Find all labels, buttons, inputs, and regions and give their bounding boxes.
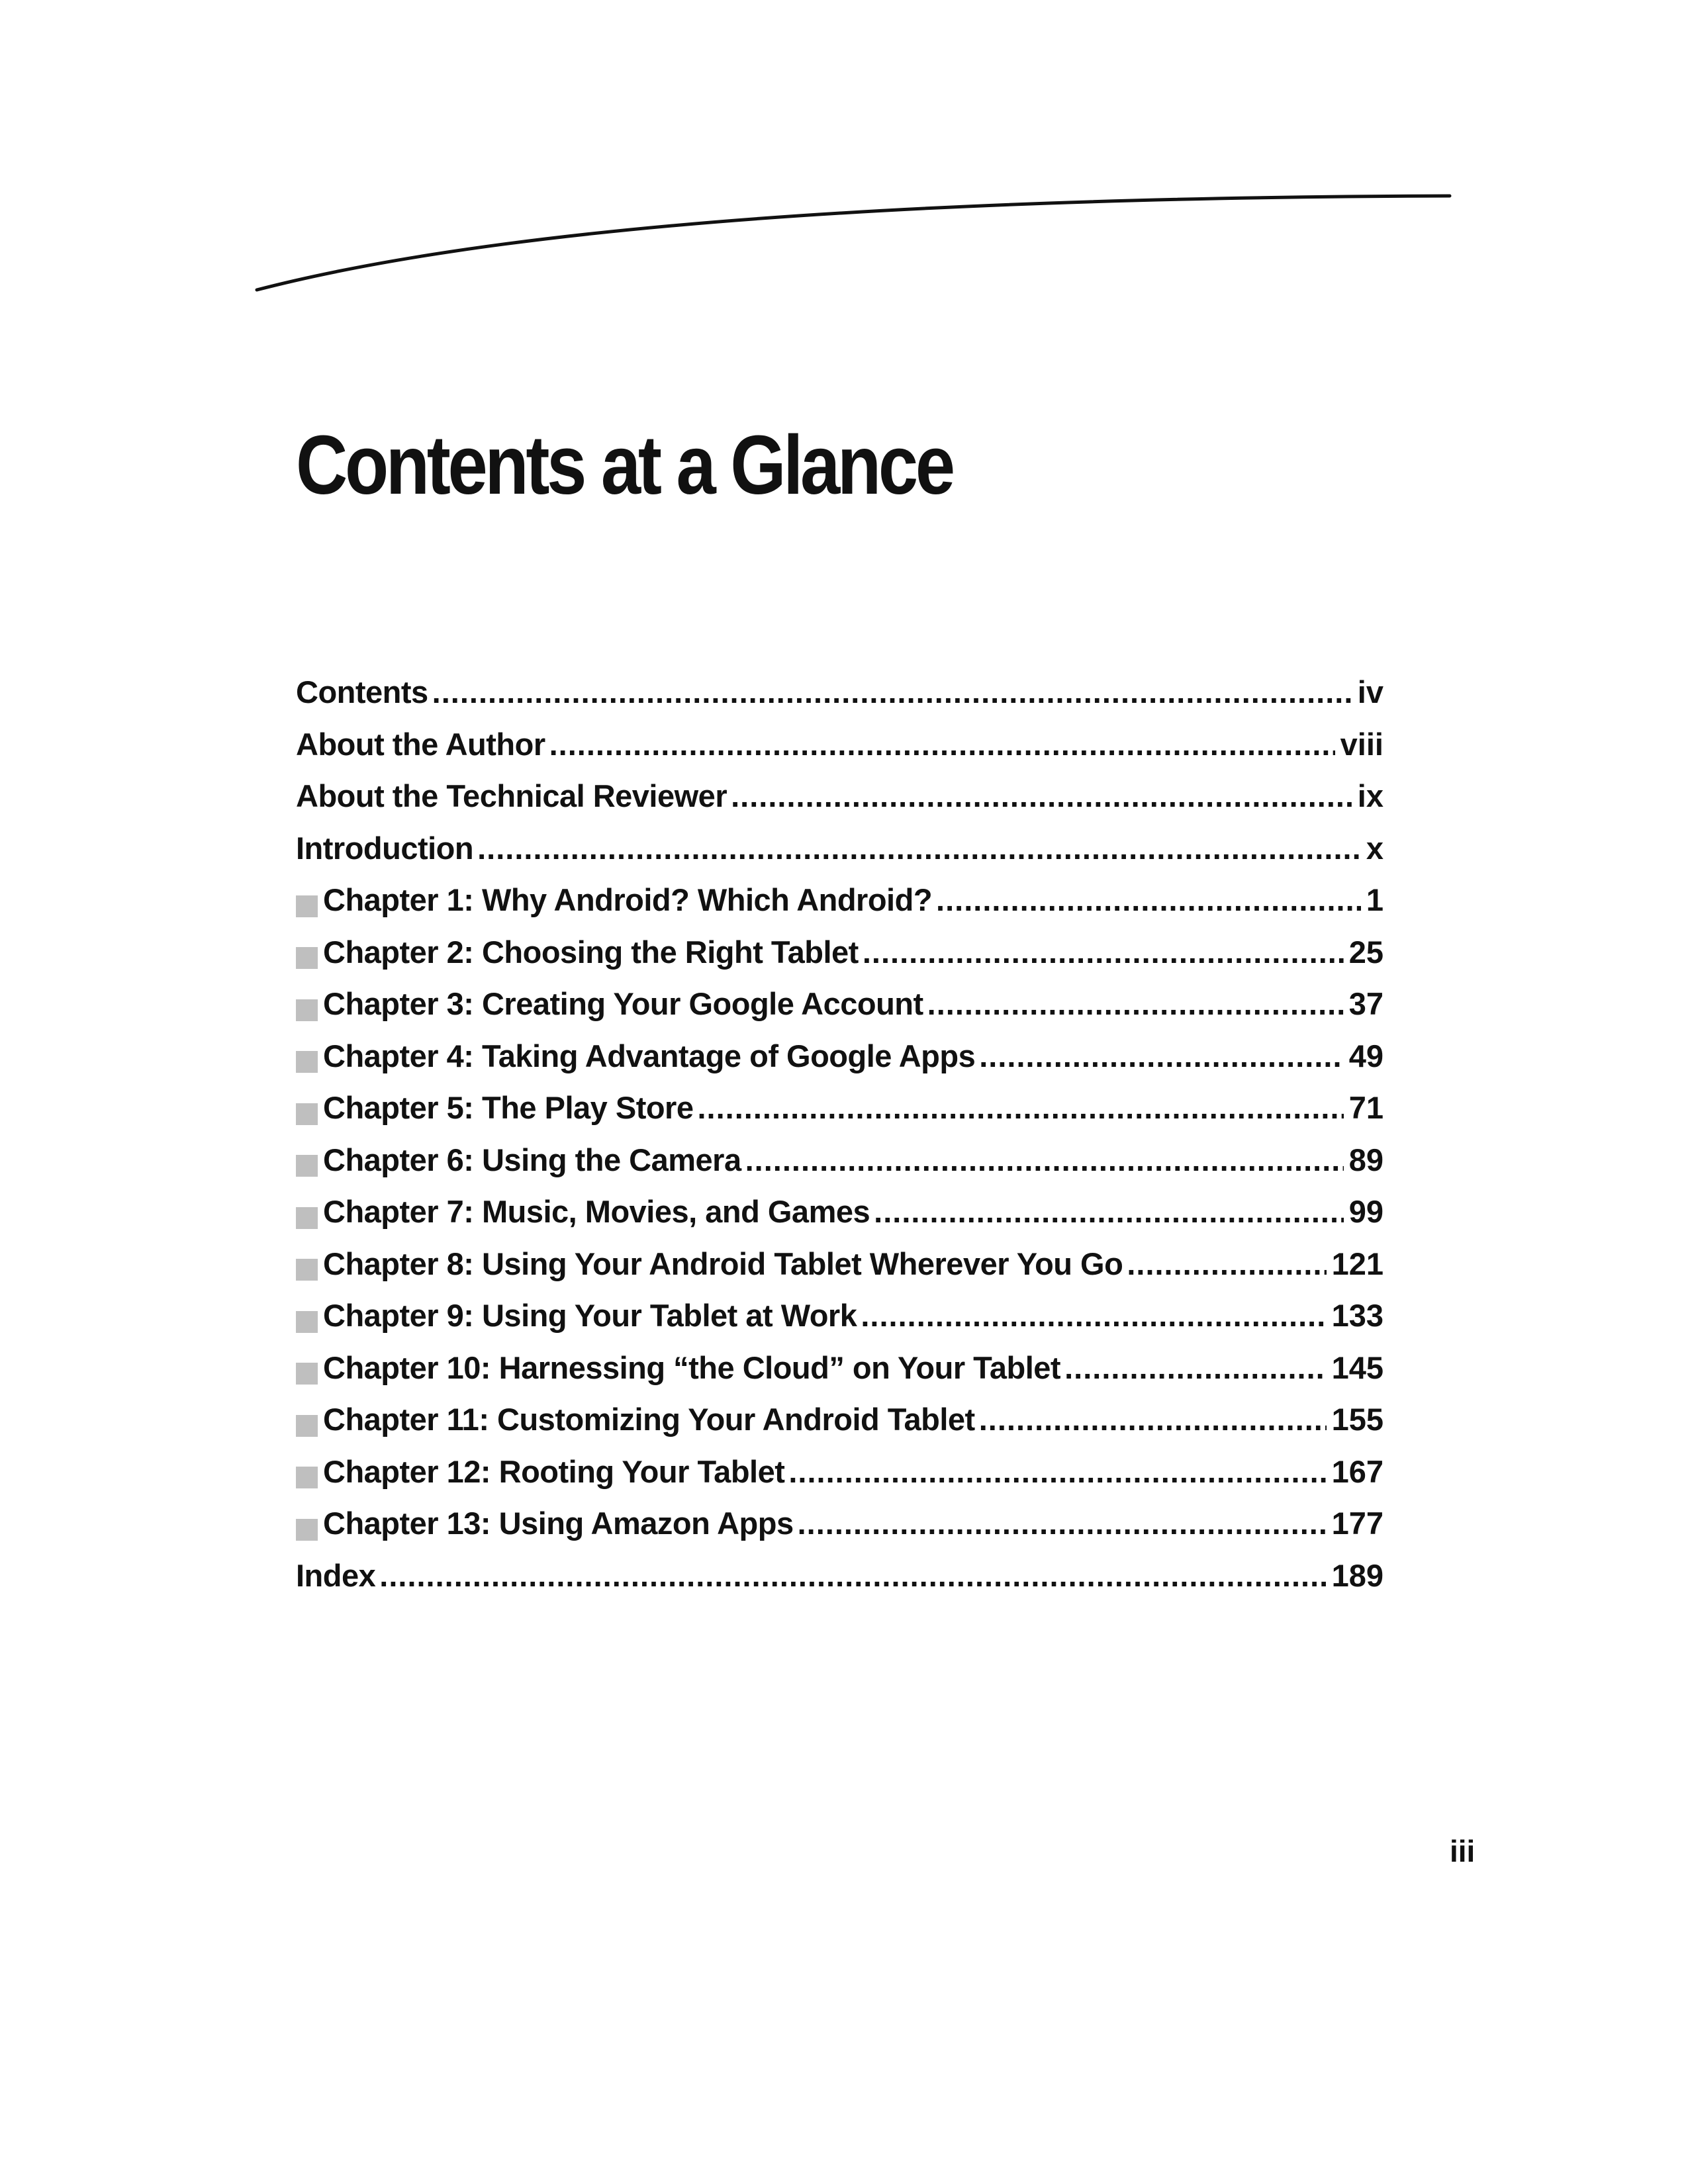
toc-entry[interactable] [296, 1557, 1383, 1610]
toc-entry[interactable] [296, 1089, 1383, 1142]
toc-entry-page: x [1366, 830, 1383, 866]
toc-entry-page: 189 [1331, 1557, 1383, 1593]
toc-entry-page: ix [1357, 778, 1383, 813]
chapter-bullet-icon [296, 999, 318, 1021]
toc-entry-page: 121 [1331, 1246, 1383, 1281]
chapter-bullet-icon [296, 895, 318, 917]
toc-entry-page: 71 [1348, 1090, 1383, 1125]
dot-leader [863, 934, 1344, 970]
toc-entry-label: Chapter 9: Using Your Tablet at Work [323, 1298, 857, 1333]
chapter-bullet-icon [296, 1051, 318, 1073]
toc-entry[interactable] [296, 1193, 1383, 1246]
table-of-contents [296, 674, 1383, 1609]
dot-leader [936, 882, 1361, 918]
chapter-bullet-icon [296, 1363, 318, 1385]
toc-entry[interactable] [296, 934, 1383, 986]
toc-entry-label: Chapter 1: Why Android? Which Android? [323, 882, 933, 917]
dot-leader [1064, 1349, 1326, 1386]
toc-entry-label: Chapter 13: Using Amazon Apps [323, 1506, 794, 1541]
toc-entry-page: 49 [1348, 1038, 1383, 1073]
toc-entry[interactable] [296, 674, 1383, 726]
toc-entry-page: viii [1340, 726, 1383, 762]
dot-leader [477, 830, 1361, 866]
toc-entry[interactable] [296, 830, 1383, 882]
toc-entry[interactable] [296, 778, 1383, 830]
toc-entry[interactable] [296, 1349, 1383, 1402]
toc-entry-label: Chapter 7: Music, Movies, and Games [323, 1194, 870, 1229]
toc-entry-page: 167 [1331, 1453, 1383, 1489]
dot-leader [788, 1453, 1326, 1490]
toc-entry[interactable] [296, 1142, 1383, 1194]
dot-leader [731, 778, 1352, 814]
chapter-bullet-icon [296, 1519, 318, 1541]
page-title: Contents at a Glance [296, 418, 953, 512]
toc-entry-page: iv [1357, 674, 1383, 709]
toc-entry-label: Chapter 8: Using Your Android Tablet Wherever You Go [323, 1246, 1123, 1281]
chapter-bullet-icon [296, 1311, 318, 1333]
toc-entry[interactable] [296, 1453, 1383, 1506]
toc-entry[interactable] [296, 1038, 1383, 1090]
toc-entry[interactable] [296, 1297, 1383, 1349]
toc-entry-page: 1 [1366, 882, 1383, 917]
toc-entry-page: 99 [1348, 1194, 1383, 1229]
dot-leader [379, 1557, 1326, 1594]
toc-entry[interactable] [296, 1505, 1383, 1557]
dot-leader [979, 1038, 1343, 1074]
decorative-swoosh [0, 0, 1688, 344]
dot-leader [927, 985, 1344, 1022]
toc-entry-label: Chapter 10: Harnessing “the Cloud” on Your Tablet [323, 1349, 1061, 1385]
toc-entry-page: 89 [1348, 1142, 1383, 1177]
toc-entry-page: 145 [1331, 1349, 1383, 1385]
toc-entry-label: Chapter 5: The Play Store [323, 1090, 694, 1125]
toc-entry-page: 155 [1331, 1402, 1383, 1437]
chapter-bullet-icon [296, 1207, 318, 1229]
toc-entry-label: Chapter 4: Taking Advantage of Google Apps [323, 1038, 976, 1073]
toc-entry[interactable] [296, 985, 1383, 1038]
chapter-bullet-icon [296, 1415, 318, 1437]
toc-entry-label: Chapter 2: Choosing the Right Tablet [323, 934, 859, 970]
toc-entry[interactable] [296, 1246, 1383, 1298]
toc-entry-label: Chapter 6: Using the Camera [323, 1142, 741, 1177]
dot-leader [549, 726, 1335, 762]
toc-entry[interactable] [296, 882, 1383, 934]
chapter-bullet-icon [296, 1155, 318, 1177]
toc-entry-label: Introduction [296, 830, 474, 866]
chapter-bullet-icon [296, 1259, 318, 1281]
chapter-bullet-icon [296, 947, 318, 969]
toc-entry-label: About the Author [296, 726, 545, 762]
toc-entry[interactable] [296, 726, 1383, 778]
chapter-bullet-icon [296, 1103, 318, 1125]
dot-leader [745, 1142, 1344, 1178]
toc-entry-page: 37 [1348, 986, 1383, 1021]
toc-entry-label: About the Technical Reviewer [296, 778, 727, 813]
page-number: iii [1450, 1834, 1476, 1868]
toc-entry-page: 177 [1331, 1506, 1383, 1541]
dot-leader [979, 1401, 1327, 1437]
dot-leader [798, 1505, 1327, 1541]
toc-entry-label: Index [296, 1557, 376, 1593]
toc-entry-page: 25 [1348, 934, 1383, 970]
toc-entry[interactable] [296, 1401, 1383, 1453]
toc-entry-label: Chapter 3: Creating Your Google Account [323, 986, 923, 1021]
toc-entry-label: Chapter 11: Customizing Your Android Tablet [323, 1402, 975, 1437]
dot-leader [698, 1089, 1344, 1126]
toc-entry-page: 133 [1331, 1298, 1383, 1333]
dot-leader [1127, 1246, 1326, 1282]
dot-leader [861, 1297, 1326, 1334]
dot-leader [432, 674, 1352, 710]
dot-leader [874, 1193, 1344, 1230]
chapter-bullet-icon [296, 1467, 318, 1488]
toc-entry-label: Chapter 12: Rooting Your Tablet [323, 1453, 785, 1489]
toc-entry-label: Contents [296, 674, 428, 709]
